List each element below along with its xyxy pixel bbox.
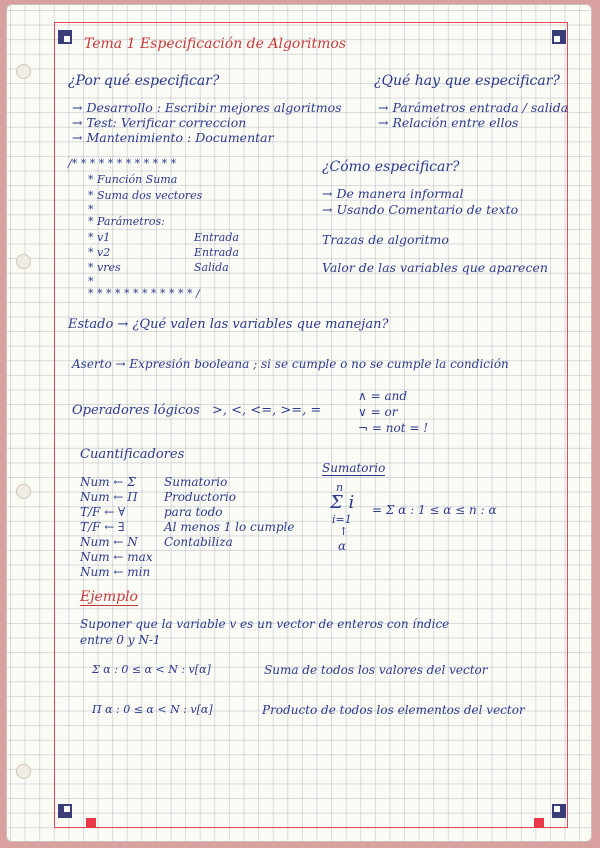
- aserto-line: Aserto → Expresión booleana ; si se cumple o no se cumple la condición: [72, 357, 509, 371]
- how-item: → De manera informal: [322, 186, 464, 201]
- cuantificadores-heading: Cuantificadores: [80, 447, 185, 462]
- why-item: → Mantenimiento : Documentar: [72, 130, 274, 145]
- what-item: → Relación entre ellos: [378, 115, 519, 130]
- why-item: → Test: Verificar correccion: [72, 115, 247, 130]
- binder-hole: [16, 254, 31, 269]
- binder-hole: [16, 764, 31, 779]
- sum-symbol: Σ i: [330, 492, 355, 513]
- binder-hole: [16, 484, 31, 499]
- corner-mark-bottom-right: [552, 804, 566, 818]
- logic-operator: ¬ = not = !: [358, 421, 429, 435]
- prod-description: Producto de todos los elementos del vector: [262, 703, 525, 717]
- page-title: Tema 1 Especificación de Algoritmos: [84, 36, 347, 52]
- quantifier-right: para todo: [164, 505, 223, 519]
- why-specify-heading: ¿Por qué especificar?: [68, 73, 220, 89]
- param-role: Entrada: [194, 246, 239, 259]
- quantifier-left: Num ← Π: [80, 490, 138, 504]
- ejemplo-text: Suponer que la variable v es un vector de enteros con índice: [80, 617, 450, 631]
- comment-line: *: [88, 203, 94, 216]
- notebook-page: [6, 4, 592, 842]
- how-item: → Usando Comentario de texto: [322, 202, 519, 217]
- quantifier-right: Al menos 1 lo cumple: [164, 520, 295, 534]
- logic-operator: ∨ = or: [358, 405, 398, 419]
- red-square-left: [86, 818, 96, 828]
- param-role: Salida: [194, 261, 229, 274]
- quantifier-left: Num ← min: [80, 565, 151, 579]
- corner-mark-top-right: [552, 30, 566, 44]
- comment-line: * * * * * * * * * * * * /: [88, 287, 200, 300]
- ejemplo-text: entre 0 y N-1: [80, 633, 161, 647]
- red-square-right: [534, 818, 544, 828]
- comment-line: * vres: [88, 261, 121, 274]
- trazas-text: Trazas de algoritmo: [322, 232, 449, 247]
- param-role: Entrada: [194, 231, 239, 244]
- quantifier-right: Sumatorio: [164, 475, 228, 489]
- sum-equivalence: = Σ α : 1 ≤ α ≤ n : α: [372, 503, 497, 517]
- comment-line: * Parámetros:: [88, 215, 165, 228]
- quantifier-left: Num ← max: [80, 550, 153, 564]
- sum-expression: Σ α : 0 ≤ α < N : v[α]: [92, 663, 211, 676]
- why-item: → Desarrollo : Escribir mejores algoritmos: [72, 100, 342, 115]
- binder-hole: [16, 64, 31, 79]
- comment-line: * Función Suma: [88, 173, 178, 186]
- estado-line: Estado → ¿Qué valen las variables que manejan?: [68, 317, 389, 332]
- comment-line: * v1: [88, 231, 111, 244]
- quantifier-right: Productorio: [164, 490, 237, 504]
- quantifier-left: T/F ← ∃: [80, 520, 125, 534]
- sum-upper-limit: n: [336, 481, 344, 494]
- sum-arrow: ↑: [339, 525, 349, 538]
- quantifier-left: Num ← N: [80, 535, 138, 549]
- operadores-label: Operadores lógicos: [72, 403, 200, 418]
- sum-alpha: α: [338, 539, 347, 553]
- ejemplo-heading: Ejemplo: [80, 589, 138, 605]
- how-specify-heading: ¿Cómo especificar?: [322, 159, 460, 175]
- relational-operators: >, <, <=, >=, =: [212, 403, 322, 418]
- what-item: → Parámetros entrada / salida: [378, 100, 569, 115]
- quantifier-left: T/F ← ∀: [80, 505, 126, 519]
- corner-mark-bottom-left: [58, 804, 72, 818]
- sumatorio-heading: Sumatorio: [322, 461, 386, 475]
- sum-description: Suma de todos los valores del vector: [264, 663, 488, 677]
- comment-line: * Suma dos vectores: [88, 189, 203, 202]
- comment-line: * v2: [88, 246, 111, 259]
- comment-line: *: [88, 275, 94, 288]
- corner-mark-top-left: [58, 30, 72, 44]
- logic-operator: ∧ = and: [358, 389, 408, 403]
- quantifier-right: Contabiliza: [164, 535, 233, 549]
- quantifier-left: Num ← Σ: [80, 475, 136, 489]
- valor-text: Valor de las variables que aparecen: [322, 260, 548, 275]
- what-specify-heading: ¿Qué hay que especificar?: [374, 73, 560, 89]
- comment-line: /* * * * * * * * * * * *: [68, 157, 177, 170]
- prod-expression: Π α : 0 ≤ α < N : v[α]: [92, 703, 213, 716]
- sum-lower-limit: i=1: [332, 513, 352, 526]
